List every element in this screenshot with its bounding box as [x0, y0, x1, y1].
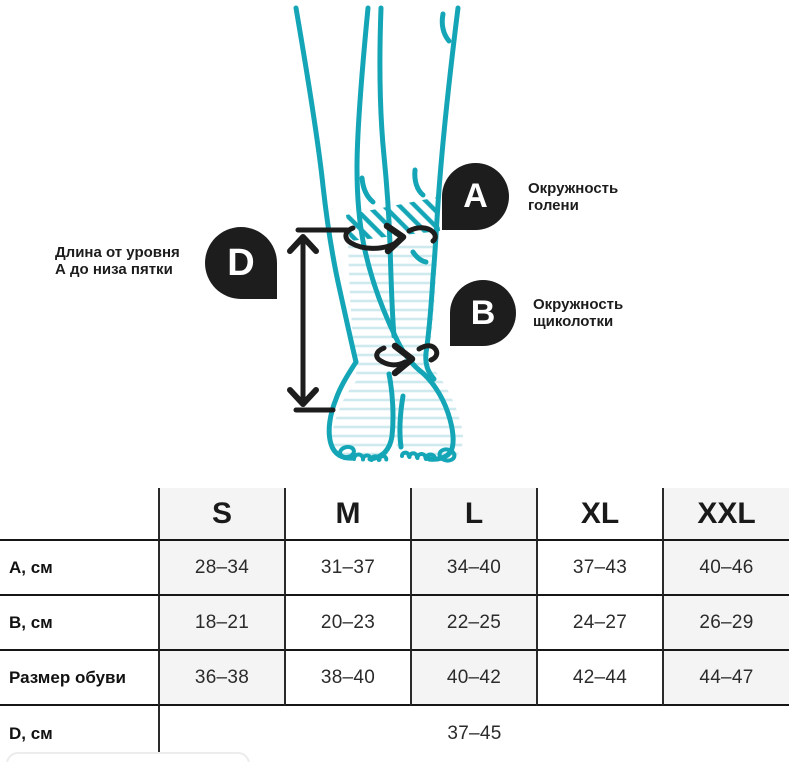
value-b-m: 20–23 — [284, 596, 410, 651]
size-column-header-xxl: XXL — [662, 488, 789, 541]
value-a-l: 34–40 — [410, 541, 536, 596]
row-label-b: В, см — [0, 596, 158, 651]
marker-b-label — [533, 296, 623, 330]
row-label-shoe-size: Размер обуви — [0, 651, 158, 706]
marker-b-label-line2: щиколотки — [533, 313, 614, 330]
size-column-header-s: S — [158, 488, 284, 541]
value-shoe-l: 40–42 — [410, 651, 536, 706]
size-table — [0, 488, 789, 762]
marker-b-label-line1: Окружность — [533, 296, 624, 313]
value-shoe-xl: 42–44 — [536, 651, 662, 706]
marker-a-label-line2: голени — [528, 197, 579, 214]
row-label-d: D, см — [0, 706, 158, 762]
marker-a-label — [528, 180, 618, 214]
value-b-xxl: 26–29 — [662, 596, 789, 651]
size-column-header-m: M — [284, 488, 410, 541]
value-a-xl: 37–43 — [536, 541, 662, 596]
corner-cell — [0, 488, 158, 541]
marker-b-badge — [450, 280, 516, 346]
marker-b-letter: B — [470, 293, 496, 332]
value-shoe-xxl: 44–47 — [662, 651, 789, 706]
value-a-s: 28–34 — [158, 541, 284, 596]
marker-d-badge — [205, 227, 277, 299]
size-column-header-l: L — [410, 488, 536, 541]
row-label-a: А, см — [0, 541, 158, 596]
marker-d-label-line1: Длина от уровня — [55, 244, 180, 261]
marker-a-label-line1: Окружность — [528, 180, 619, 197]
marker-d-label-line2: А до низа пятки — [55, 261, 173, 278]
value-b-xl: 24–27 — [536, 596, 662, 651]
value-d-all-sizes: 37–45 — [158, 706, 789, 762]
marker-d-letter: D — [227, 241, 255, 284]
size-column-header-xl: XL — [536, 488, 662, 541]
value-shoe-m: 38–40 — [284, 651, 410, 706]
cutoff-element — [6, 752, 250, 762]
marker-a-letter: A — [463, 177, 488, 215]
marker-a-badge — [442, 163, 509, 230]
value-b-s: 18–21 — [158, 596, 284, 651]
marker-d-label — [55, 244, 180, 278]
value-shoe-s: 36–38 — [158, 651, 284, 706]
value-b-l: 22–25 — [410, 596, 536, 651]
measurement-arrow-d — [290, 230, 347, 410]
value-a-m: 31–37 — [284, 541, 410, 596]
value-a-xxl: 40–46 — [662, 541, 789, 596]
